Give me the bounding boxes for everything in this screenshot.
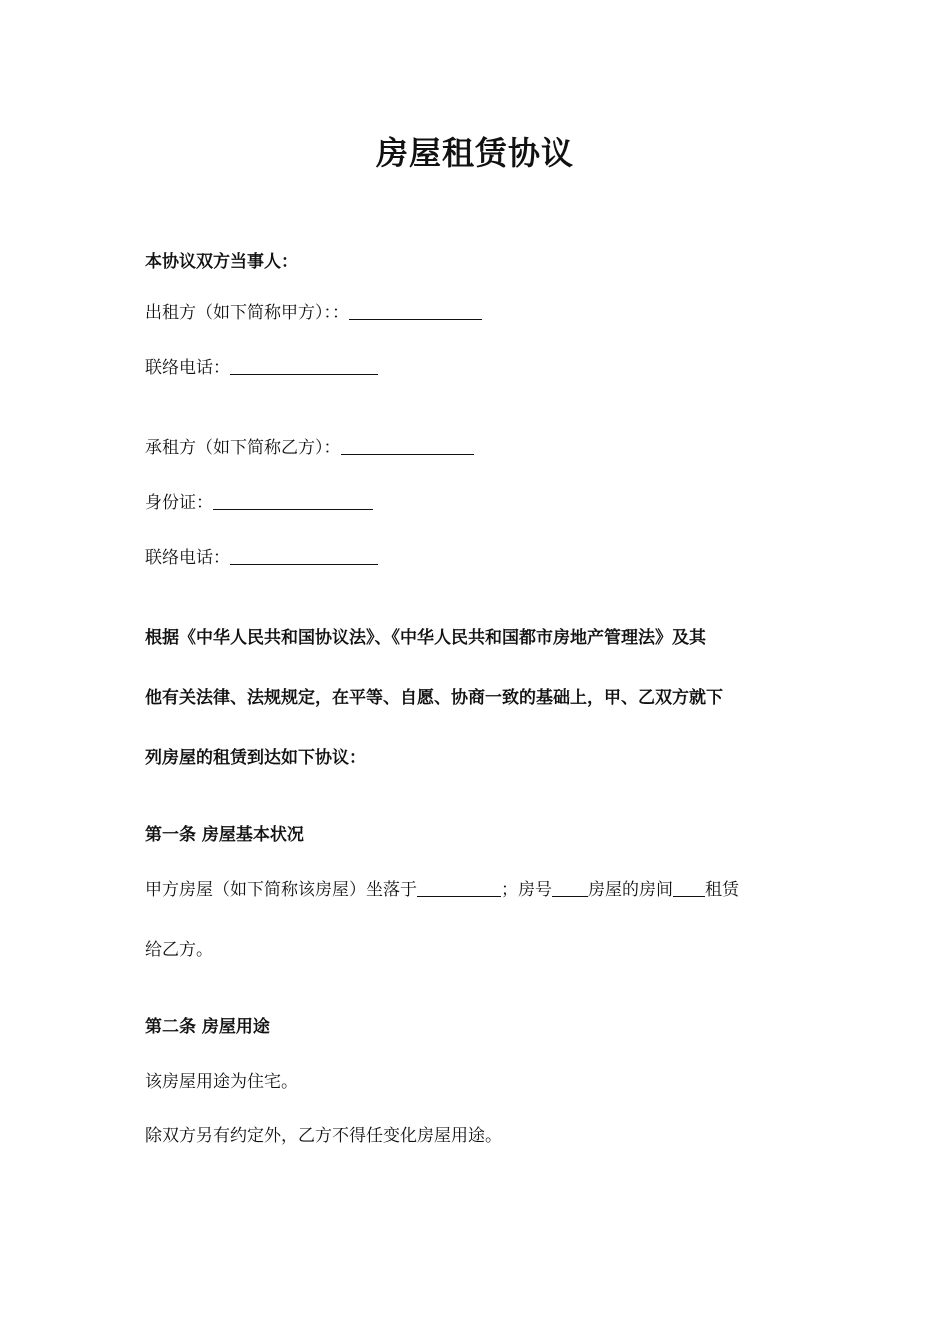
lessee-id-label: 身份证： [145,493,213,513]
article1-text-d: 租赁 [705,880,739,900]
lessee-line [145,436,474,460]
preamble-line-3: 列房屋的租赁到达如下协议： [145,748,366,768]
article1-line-2: 给乙方。 [145,940,213,960]
parties-heading: 本协议双方当事人： [145,252,298,272]
article1-text-a: 甲方房屋（如下简称该房屋）坐落于 [145,880,417,900]
preamble-line-1: 根据《中华人民共和国协议法》、《中华人民共和国都市房地产管理法》及其 [145,628,706,648]
lessor-phone-line [145,356,378,380]
preamble-line-2: 他有关法律、法规规定，在平等、自愿、协商一致的基础上，甲、乙双方就下 [145,688,723,708]
lessor-blank [349,301,482,320]
lessor-phone-label: 联络电话： [145,358,230,378]
lessee-phone-label: 联络电话： [145,548,230,568]
room-number-blank [552,878,588,897]
lessor-line [145,301,482,325]
lessee-label: 承租方（如下简称乙方）： [145,438,341,458]
article2-heading: 第二条 房屋用途 [145,1017,270,1037]
article2-line-1: 该房屋用途为住宅。 [145,1072,298,1092]
document-title: 房屋租赁协议 [375,134,574,172]
location-blank [417,878,501,897]
article1-line-1 [145,878,739,902]
article1-heading: 第一条 房屋基本状况 [145,825,304,845]
room-blank [673,878,705,897]
lessee-blank [341,436,474,455]
lessee-phone-blank [230,546,378,565]
lessor-label: 出租方（如下简称甲方）：： [145,303,349,323]
article2-line-2: 除双方另有约定外，乙方不得任变化房屋用途。 [145,1126,502,1146]
lessee-id-blank [213,491,373,510]
article1-text-b: ；房号 [501,880,552,900]
article1-text-c: 房屋的房间 [588,880,673,900]
lessee-phone-line [145,546,378,570]
lessee-id-line [145,491,373,515]
lessor-phone-blank [230,356,378,375]
